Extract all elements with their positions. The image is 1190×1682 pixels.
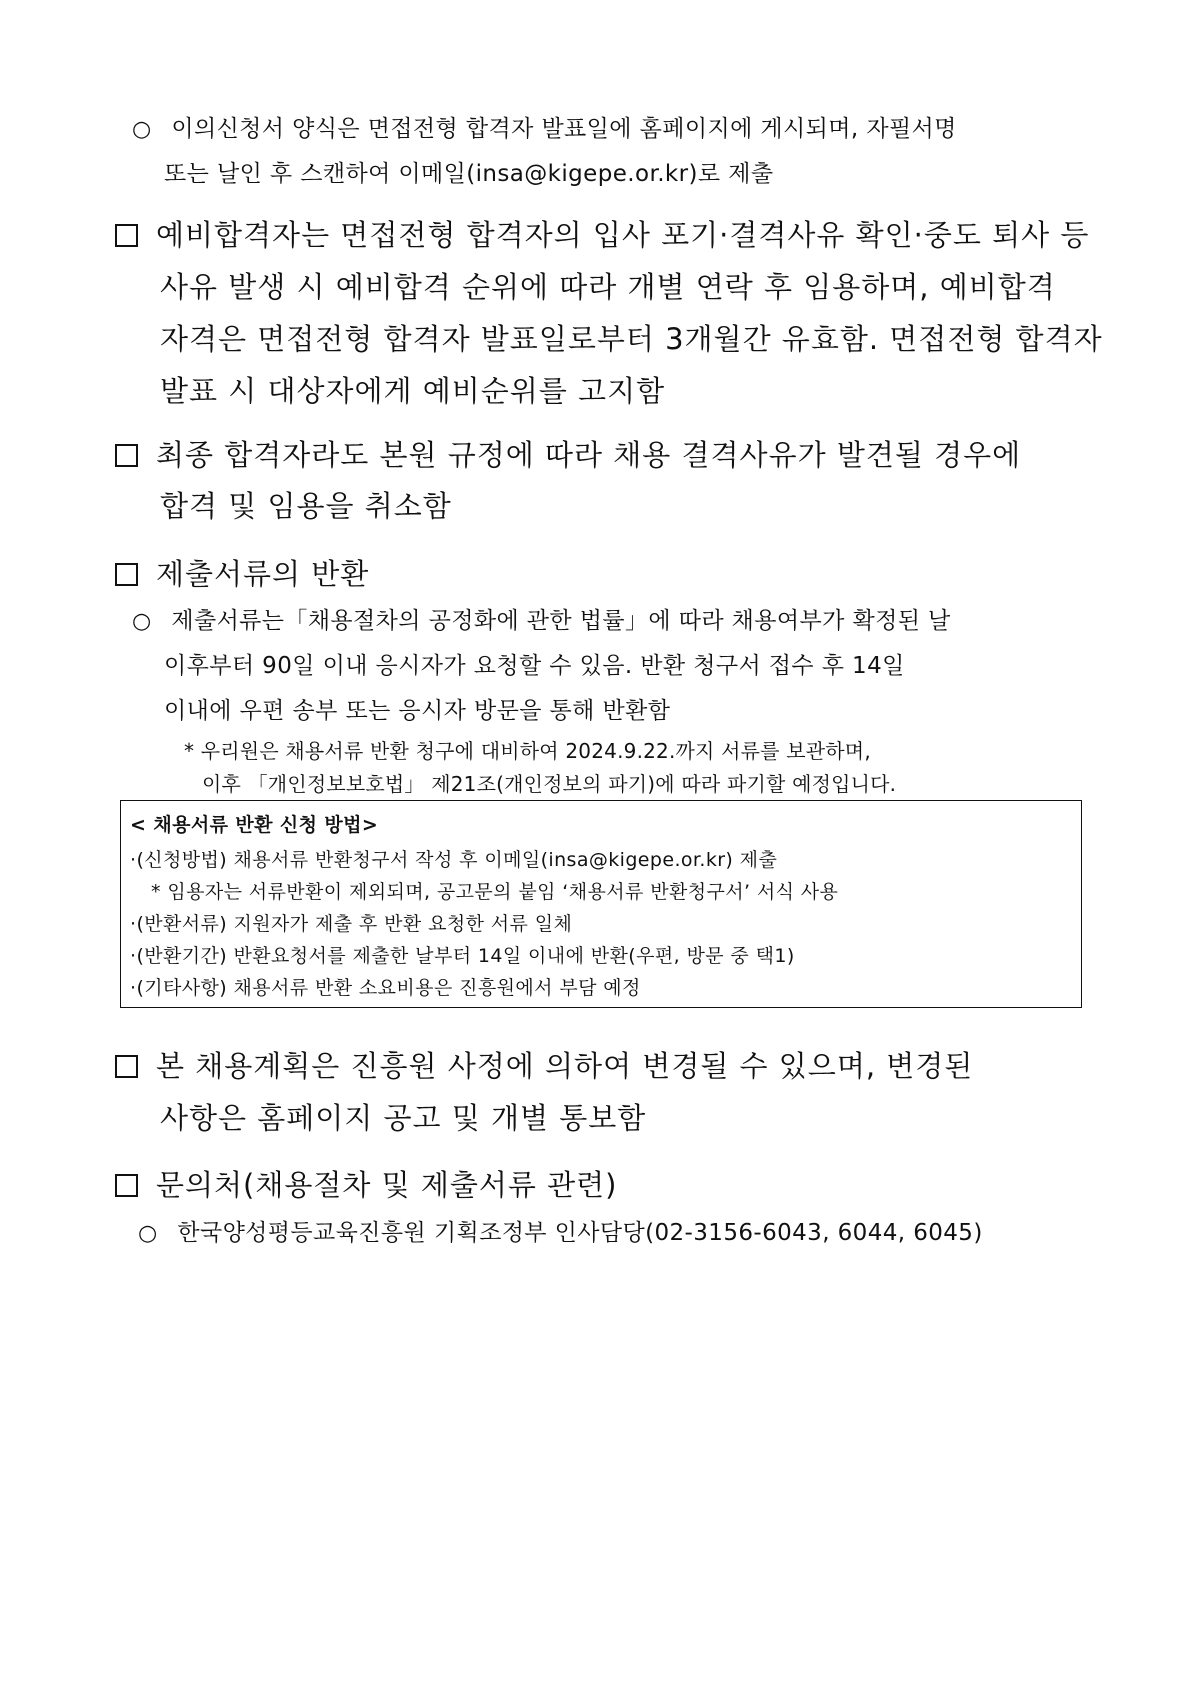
change-text-1: 본 채용계획은 진흥원 사정에 의하여 변경될 수 있으며, 변경된 (156, 1049, 974, 1083)
return-text-2: 이후부터 90일 이내 응시자가 요청할 수 있음. 반환 청구서 접수 후 14일 (164, 653, 905, 679)
return-text-3: 이내에 우편 송부 또는 응시자 방문을 통해 반환함 (164, 698, 671, 724)
box-item-4: ·(기타사항) 채용서류 반환 소요비용은 진흥원에서 부담 예정 (130, 977, 641, 999)
change-text-2: 사항은 홈페이지 공고 및 개별 통보함 (160, 1101, 647, 1135)
box-item-1-note: * 임용자는 서류반환이 제외되며, 공고문의 붙임 ‘채용서류 반환청구서’ 서식 사용 (151, 881, 839, 903)
reserve-text-4: 발표 시 대상자에게 예비순위를 고지함 (160, 374, 666, 408)
checkbox-icon (115, 1055, 138, 1078)
return-section-title (115, 552, 369, 593)
reserve-section-line-1 (115, 213, 1089, 254)
intro-bullet-line-1 (132, 110, 957, 143)
box-item-3: ·(반환기간) 반환요청서를 제출한 날부터 14일 이내에 반환(우편, 방문 중 택1) (130, 945, 795, 967)
checkbox-icon (115, 224, 138, 247)
checkbox-icon (115, 444, 138, 467)
return-method-box (120, 800, 1082, 1008)
box-item-2: ·(반환서류) 지원자가 제출 후 반환 요청한 서류 일체 (130, 913, 573, 935)
box-item-1: ·(신청방법) 채용서류 반환청구서 작성 후 이메일(insa@kigepe.or.kr) 제출 (130, 849, 778, 871)
return-bullet-line-1 (132, 602, 951, 635)
circle-bullet-icon: ○ (132, 609, 152, 634)
reserve-text-2: 사유 발생 시 예비합격 순위에 따라 개별 연락 후 임용하며, 예비합격 (160, 270, 1056, 304)
contact-text-1: 한국양성평등교육진흥원 기획조정부 인사담당(02-3156-6043, 6044, 6045) (177, 1220, 983, 1246)
return-title-text: 제출서류의 반환 (156, 557, 370, 591)
contact-section-title (115, 1163, 617, 1204)
contact-title-text: 문의처(채용절차 및 제출서류 관련) (156, 1168, 618, 1202)
circle-bullet-icon: ○ (132, 117, 152, 142)
reserve-text-3: 자격은 면접전형 합격자 발표일로부터 3개월간 유효함. 면접전형 합격자 (160, 322, 1103, 356)
cancel-text-1: 최종 합격자라도 본원 규정에 따라 채용 결격사유가 발견될 경우에 (156, 438, 1022, 472)
cancel-section-line-1 (115, 433, 1021, 474)
box-title: < 채용서류 반환 신청 방법> (130, 814, 379, 836)
reserve-text-1: 예비합격자는 면접전형 합격자의 입사 포기·결격사유 확인·중도 퇴사 등 (156, 218, 1090, 252)
checkbox-icon (115, 563, 138, 586)
contact-bullet-line-1 (138, 1214, 983, 1247)
cancel-text-2: 합격 및 임용을 취소함 (160, 489, 452, 523)
return-note-2: 이후 「개인정보보호법」 제21조(개인정보의 파기)에 따라 파기할 예정입니다. (202, 772, 897, 796)
circle-bullet-icon: ○ (138, 1221, 158, 1246)
intro-text-1: 이의신청서 양식은 면접전형 합격자 발표일에 홈페이지에 게시되며, 자필서명 (171, 116, 957, 142)
change-section-line-1 (115, 1044, 973, 1085)
return-text-1: 제출서류는「채용절차의 공정화에 관한 법률」에 따라 채용여부가 확정된 날 (171, 608, 951, 634)
return-note-1: * 우리원은 채용서류 반환 청구에 대비하여 2024.9.22.까지 서류를 보관하며, (184, 739, 871, 763)
checkbox-icon (115, 1174, 138, 1197)
intro-text-2: 또는 날인 후 스캔하여 이메일(insa@kigepe.or.kr)로 제출 (164, 161, 774, 187)
